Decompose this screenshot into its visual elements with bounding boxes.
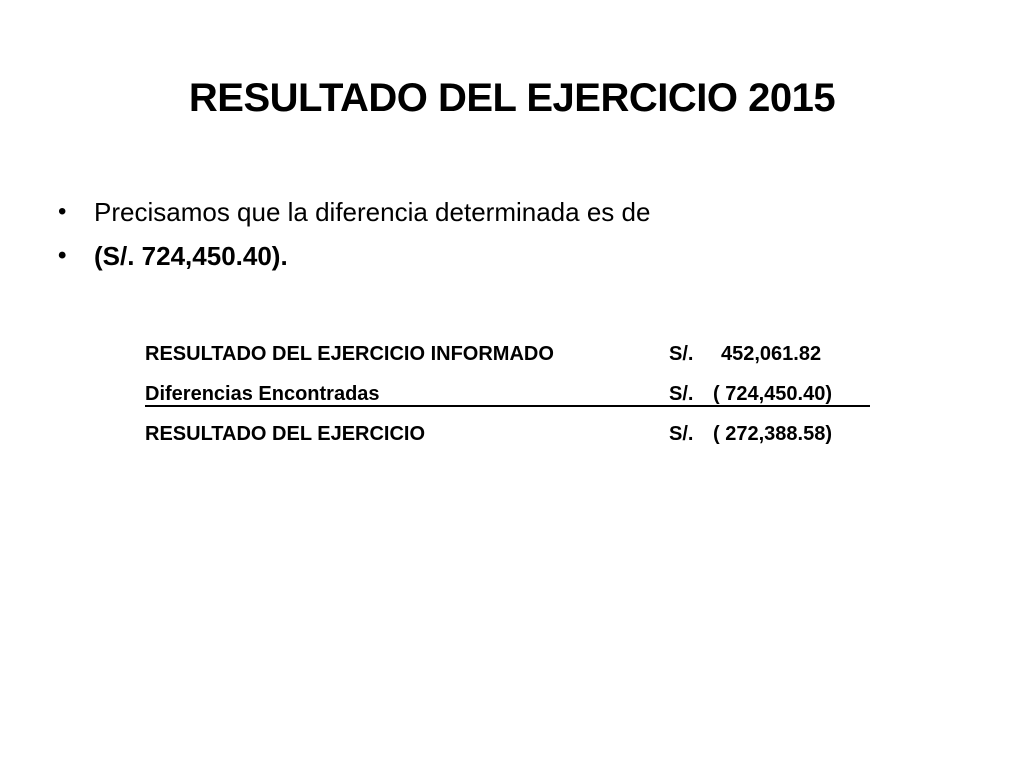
row-label: Diferencias Encontradas [145,383,380,405]
results-table [145,334,905,454]
row-currency: S/. [669,383,694,405]
bullet-item [56,234,956,278]
row-label: RESULTADO DEL EJERCICIO INFORMADO [145,343,554,365]
bullet-text: Precisamos que la diferencia determinada es de [94,197,651,227]
result-row-diferencias [145,374,905,414]
row-currency: S/. [669,343,694,365]
bullet-item [56,190,956,234]
slide-title: RESULTADO DEL EJERCICIO 2015 [188,76,836,120]
underline-divider [145,405,870,407]
result-row-informado [145,334,905,374]
row-amount: 452,061.82 [721,343,822,365]
row-label: RESULTADO DEL EJERCICIO [145,423,426,445]
row-amount: ( 272,388.58) [713,423,832,445]
bullet-marker: • [58,198,67,225]
bullet-marker: • [58,242,67,269]
row-currency: S/. [669,423,694,445]
row-amount: ( 724,450.40) [713,383,832,405]
result-row-total [145,414,905,454]
bullet-text: (S/. 724,450.40). [94,241,288,271]
bullet-list [56,190,956,278]
